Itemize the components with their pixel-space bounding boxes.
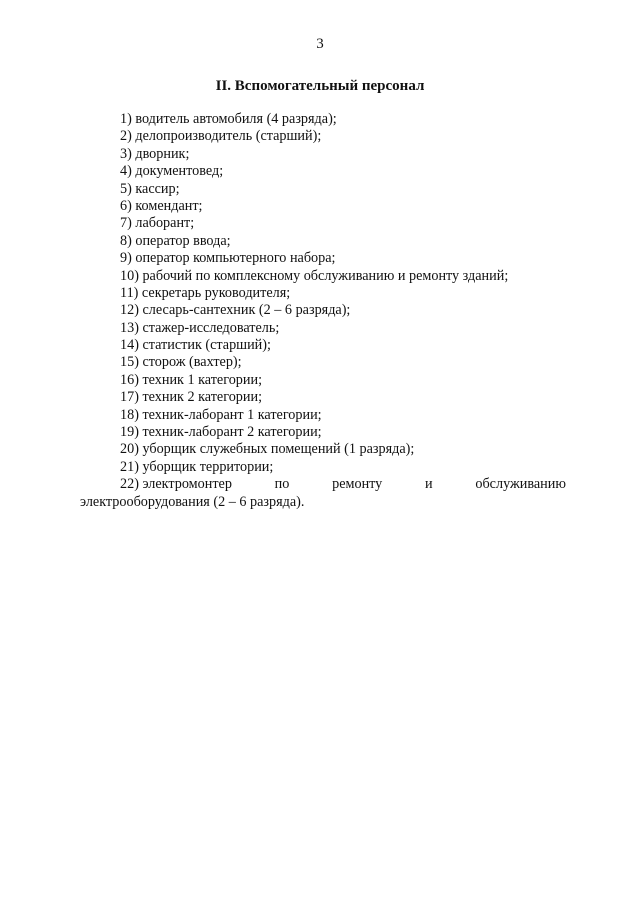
list-item: 7) лаборант;	[120, 215, 195, 232]
list-item: 13) стажер-исследователь;	[120, 319, 280, 336]
list-item: 19) техник-лаборант 2 категории;	[120, 424, 322, 441]
page-number: 3	[316, 36, 324, 52]
list-item: 5) кассир;	[120, 180, 180, 197]
last-item-word: обслуживанию	[475, 476, 566, 493]
list-item: 20) уборщик служебных помещений (1 разряда);	[120, 441, 415, 458]
list-item: 4) документовед;	[120, 163, 224, 180]
list-item: 9) оператор компьютерного набора;	[120, 250, 336, 267]
list-item: 12) слесарь-сантехник (2 – 6 разряда);	[120, 302, 351, 319]
section-title: II. Вспомогательный персонал	[215, 78, 425, 94]
last-item-word: по	[274, 476, 290, 493]
list-item: 15) сторож (вахтер);	[120, 354, 242, 371]
list-item: 8) оператор ввода;	[120, 232, 231, 249]
list-item: 16) техник 1 категории;	[120, 371, 263, 388]
list-item-continuation: электрооборудования (2 – 6 разряда).	[80, 493, 305, 510]
last-item-word: и	[425, 476, 433, 493]
list-item: 2) делопроизводитель (старший);	[120, 128, 322, 145]
staff-list	[0, 111, 640, 511]
list-item: 3) дворник;	[120, 145, 190, 162]
last-item-word: 22) электромонтер	[120, 476, 232, 493]
list-item: 21) уборщик территории;	[120, 458, 274, 475]
list-item: 14) статистик (старший);	[120, 337, 271, 354]
list-item-last	[0, 476, 640, 493]
list-item: 18) техник-лаборант 1 категории;	[120, 406, 322, 423]
list-item: 11) секретарь руководителя;	[120, 284, 291, 301]
list-item: 1) водитель автомобиля (4 разряда);	[120, 111, 337, 127]
list-item: 17) техник 2 категории;	[120, 389, 263, 406]
last-item-word: ремонту	[332, 476, 383, 493]
list-item: 10) рабочий по комплексному обслуживанию и ремонту зданий;	[120, 267, 509, 284]
list-item: 6) комендант;	[120, 197, 203, 214]
